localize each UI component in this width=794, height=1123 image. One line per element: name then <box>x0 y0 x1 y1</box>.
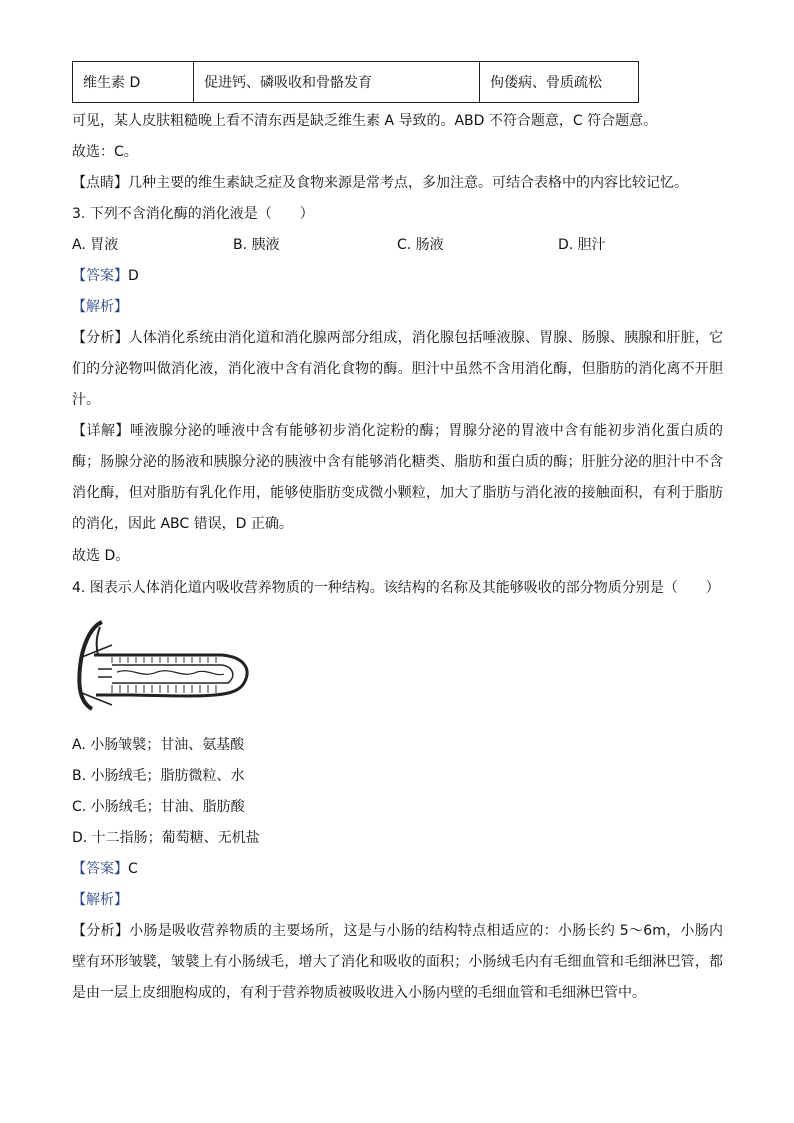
q3-answer <box>72 266 732 286</box>
q4-question: 4. 图表示人体消化道内吸收营养物质的一种结构。该结构的名称及其能够吸收的部分物质分别是（ ） <box>72 580 720 596</box>
q4-option-b: B. 小肠绒毛；脂肪微粒、水 <box>72 768 245 784</box>
table-cell-deficiency: 佝偻病、骨质疏松 <box>480 62 639 103</box>
q3-xiangjie <box>72 416 723 540</box>
q4-analysis-tag: 【解析】 <box>72 892 128 908</box>
q3-question: 3. 下列不含消化酶的消化液是（ ） <box>72 206 314 222</box>
q2-answer-line: 故选：C。 <box>72 144 138 160</box>
fenxi-tag: 【分析】 <box>72 923 130 939</box>
q2-comment <box>72 173 732 193</box>
q3-choose: 故选 D。 <box>72 548 130 564</box>
q3-option-b: B. 胰液 <box>233 237 280 253</box>
q2-conclusion: 可见，某人皮肤粗糙晚上看不清东西是缺乏维生素 A 导致的。ABD 不符合题意，C 符合题意。 <box>72 113 658 129</box>
q4-option-a: A. 小肠皱襞；甘油、氨基酸 <box>72 737 245 753</box>
table-cell-vitamin: 维生素 D <box>73 62 194 103</box>
fenxi-text: 小肠是吸收营养物质的主要场所，这是与小肠的结构特点相适应的：小肠长约 5～6m，小肠内壁有环形皱襞，皱襞上有小肠绒毛，增大了消化和吸收的面积；小肠绒毛内有毛细血管和毛细淋巴管，都是由一层上皮细胞构成的，有利于营养物质被吸收进入小肠内壁的毛细血管和毛细淋巴管中。 <box>72 923 724 1001</box>
xiangjie-tag: 【详解】 <box>72 423 130 439</box>
q3-option-d: D. 胆汁 <box>558 237 606 253</box>
fenxi-text: 人体消化系统由消化道和消化腺两部分组成，消化腺包括唾液腺、胃腺、肠腺、胰腺和肝脏，它们的分泌物叫做消化液，消化液中含有消化食物的酶。胆汁中虽然不含用消化酶，但脂肪的消化离不开胆汁。 <box>72 330 724 408</box>
answer-tag: 【答案】 <box>72 861 128 877</box>
q3-option-a: A. 胃液 <box>72 237 119 253</box>
table-cell-function: 促进钙、磷吸收和骨骼发育 <box>194 62 480 103</box>
comment-text: 几种主要的维生素缺乏症及食物来源是常考点，多加注意。可结合表格中的内容比较记忆。 <box>128 175 688 191</box>
villus-cells <box>112 657 216 693</box>
q4-option-c: C. 小肠绒毛；甘油、脂肪酸 <box>72 799 245 815</box>
villus-drawing <box>79 622 247 709</box>
xiangjie-text: 唾液腺分泌的唾液中含有能够初步消化淀粉的酶；胃腺分泌的胃液中含有能初步消化蛋白质的酶；肠腺分泌的肠液和胰腺分泌的胰液中含有能够消化糖类、脂肪和蛋白质的酶；肝脏分泌的胆汁中不含消化酶，但对脂肪有乳化作用，能够使脂肪变成微小颗粒，加大了脂肪与消化液的接触面积，有利于脂肪的消化，因此 ABC 错误，D 正确。 <box>72 423 724 532</box>
vitamin-table <box>72 61 639 103</box>
q3-option-c: C. 肠液 <box>397 237 444 253</box>
q4-answer <box>72 859 732 879</box>
comment-tag: 【点睛】 <box>72 175 128 191</box>
q3-fenxi <box>72 323 723 416</box>
villus-figure <box>72 617 252 712</box>
table-row <box>73 62 639 103</box>
q3-analysis-tag: 【解析】 <box>72 299 128 315</box>
answer-value: D <box>128 268 139 284</box>
fenxi-tag: 【分析】 <box>72 330 129 346</box>
q4-option-d: D. 十二指肠；葡萄糖、无机盐 <box>72 830 260 846</box>
answer-tag: 【答案】 <box>72 268 128 284</box>
q4-fenxi <box>72 916 723 1009</box>
answer-value: C <box>128 861 138 877</box>
